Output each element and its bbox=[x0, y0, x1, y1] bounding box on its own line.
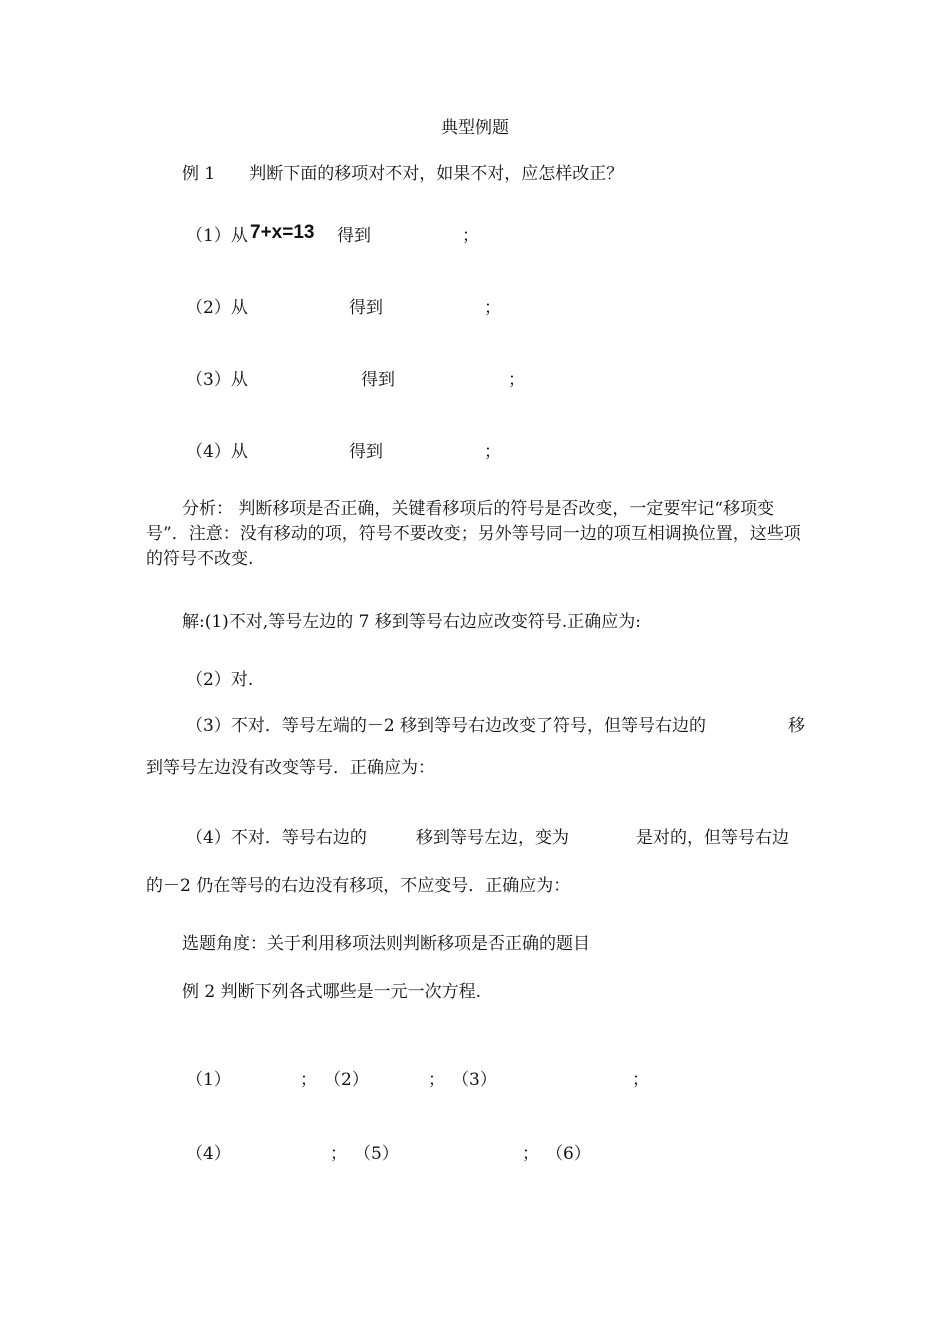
item-end: ； bbox=[300, 1070, 317, 1090]
example1-question: 例 1 判断下面的移项对不对，如果不对，应怎样改正？ bbox=[182, 164, 624, 184]
item-end: ； bbox=[508, 370, 525, 390]
result-label: 得到 bbox=[337, 226, 371, 246]
item-end: ； bbox=[330, 1144, 347, 1164]
example2-question: 例 2 判断下列各式哪些是一元一次方程. bbox=[182, 982, 482, 1002]
item-label: （3）从 bbox=[186, 370, 248, 390]
item-label: （1）从 bbox=[186, 226, 248, 246]
example1-item-3 bbox=[186, 368, 586, 394]
item-end: ； bbox=[484, 442, 501, 462]
solution-3-line1: （3）不对．等号左端的－2 移到等号右边改变了符号，但等号右边的 bbox=[186, 716, 707, 736]
solution-4-line2: 的－2 仍在等号的右边没有移项，不应变号．正确应为： bbox=[146, 876, 571, 896]
solution-4-line1-c: 是对的，但等号右边 bbox=[636, 828, 789, 848]
item-label: （3） bbox=[452, 1070, 497, 1090]
solution-3-line2: 到等号左边没有改变等号．正确应为： bbox=[146, 758, 435, 778]
item-label: （1） bbox=[186, 1070, 231, 1090]
example1-item-4 bbox=[186, 440, 586, 466]
solution-4-line1-a: （4）不对．等号右边的 bbox=[186, 828, 367, 848]
item-label: （4）从 bbox=[186, 442, 248, 462]
item-end: ； bbox=[428, 1070, 445, 1090]
item-end: ； bbox=[484, 298, 501, 318]
analysis-paragraph: 分析： 判断移项是否正确，关键看移项后的符号是否改变，一定要牢记“移项变号”．注意：没有移动的项，符号不要改变；另外等号同一边的项互相调换位置，这些项的符号不改变. bbox=[146, 499, 801, 569]
example1-item-1 bbox=[186, 224, 586, 250]
example1-item-2 bbox=[186, 296, 586, 322]
solution-2: （2）对. bbox=[186, 670, 254, 690]
item-label: （2） bbox=[324, 1070, 369, 1090]
item-label: （4） bbox=[186, 1144, 231, 1164]
item-label: （2）从 bbox=[186, 298, 248, 318]
result-label: 得到 bbox=[349, 298, 383, 318]
solution-4-line1-b: 移到等号左边，变为 bbox=[416, 828, 569, 848]
result-label: 得到 bbox=[361, 370, 395, 390]
solution-1: 解:(1)不对,等号左边的 7 移到等号右边应改变符号.正确应为: bbox=[182, 612, 641, 632]
item-end: ； bbox=[632, 1070, 649, 1090]
solution-3-line1-end: 移 bbox=[788, 716, 805, 736]
item-end: ； bbox=[522, 1144, 539, 1164]
page-title: 典型例题 bbox=[441, 118, 509, 138]
item-end: ； bbox=[462, 226, 479, 246]
selection-angle: 选题角度：关于利用移项法则判断移项是否正确的题目 bbox=[182, 934, 590, 954]
item-label: （6） bbox=[546, 1144, 591, 1164]
item-label: （5） bbox=[354, 1144, 399, 1164]
equation: 7+x=13 bbox=[250, 222, 315, 243]
example2-row-1 bbox=[186, 1068, 666, 1094]
result-label: 得到 bbox=[349, 442, 383, 462]
example2-row-2 bbox=[186, 1142, 666, 1168]
